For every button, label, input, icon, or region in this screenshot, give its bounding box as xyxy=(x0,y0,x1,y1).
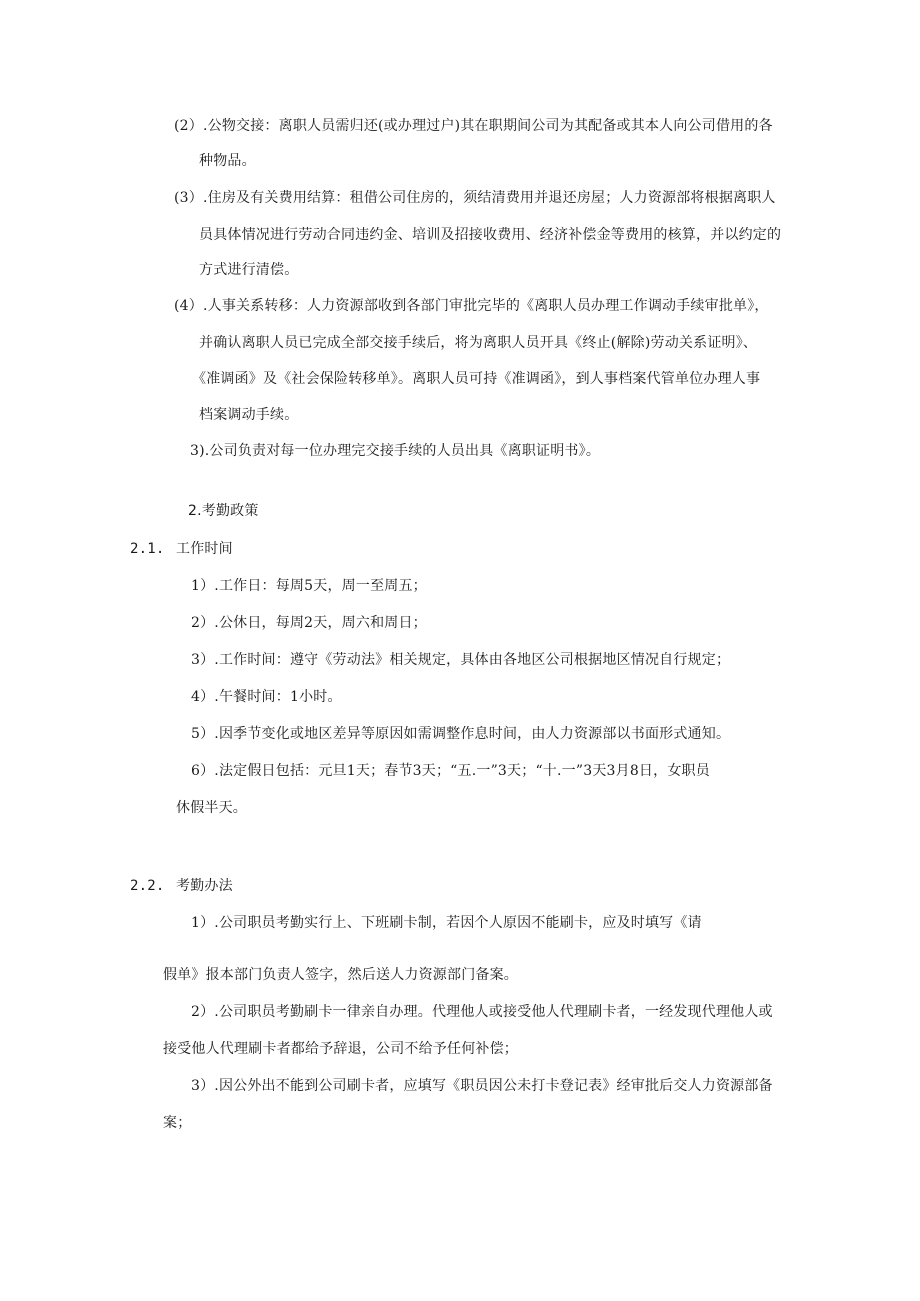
item-housing-settlement-line1: (3）.住房及有关费用结算：租借公司住房的，须结清费用并退还房屋；人力资源部将根据离职人 xyxy=(174,190,776,206)
item-hr-transfer-line2: 并确认离职人员已完成全部交接手续后，将为离职人员开具《终止(解除)劳动关系证明》、 xyxy=(199,335,758,351)
attendance-item-1-line2: 假单》报本部门负责人签字，然后送人力资源部门备案。 xyxy=(163,967,518,983)
work-hours-item-6-line2: 休假半天。 xyxy=(176,800,247,816)
work-hours-item-1: 1）.工作日：每周5天，周一至周五； xyxy=(191,578,427,594)
work-hours-item-5: 5）.因季节变化或地区差异等原因如需调整作息时间，由人力资源部以书面形式通知。 xyxy=(191,726,731,742)
attendance-item-1-line1: 1）.公司职员考勤实行上、下班刷卡制，若因个人原因不能刷卡，应及时填写《请 xyxy=(191,915,702,931)
attendance-item-3-line1: 3）.因公外出不能到公司刷卡者，应填写《职员因公未打卡登记表》经审批后交人力资源部备 xyxy=(191,1078,773,1094)
attendance-item-2-line1: 2）.公司职员考勤刷卡一律亲自办理。代理他人或接受他人代理刷卡者，一经发现代理他人或 xyxy=(191,1004,773,1020)
work-hours-item-3: 3）.工作时间：遵守《劳动法》相关规定，具体由各地区公司根据地区情况自行规定； xyxy=(191,652,731,668)
item-hr-transfer-line4: 档案调动手续。 xyxy=(199,407,299,423)
attendance-item-3-line2: 案； xyxy=(163,1115,192,1131)
subsection-number-2-2: 2.2. xyxy=(130,878,165,894)
section-heading-attendance-policy: 2.考勤政策 xyxy=(188,503,259,519)
work-hours-item-4: 4）.午餐时间：1小时。 xyxy=(191,689,342,705)
item-property-handover-line1: (2）.公物交接：离职人员需归还(或办理过户)其在职期间公司为其配备或其本人向公司借用的各 xyxy=(174,118,773,134)
subsection-title-work-hours: 工作时间 xyxy=(176,541,233,557)
work-hours-item-6-line1: 6）.法定假日包括：元旦1天；春节3天；“五.一”3天；“十.一”3天3月8日，女职员 xyxy=(191,763,710,779)
subsection-number-2-1: 2.1. xyxy=(130,541,165,557)
item-housing-settlement-line2: 员具体情况进行劳动合同违约金、培训及招接收费用、经济补偿金等费用的核算，并以约定的 xyxy=(199,227,782,243)
item-hr-transfer-line3: 《准调函》及《社会保险转移单》。离职人员可持《准调函》，到人事档案代管单位办理人事 xyxy=(192,371,761,387)
work-hours-item-2: 2）.公休日，每周2天，周六和周日； xyxy=(191,615,427,631)
attendance-item-2-line2: 接受他人代理刷卡者都给予辞退，公司不给予任何补偿； xyxy=(163,1041,518,1057)
item-property-handover-line2: 种物品。 xyxy=(199,153,256,169)
item-hr-transfer-line1: (4）.人事关系转移：人力资源部收到各部门审批完毕的《离职人员办理工作调动手续审批单》， xyxy=(174,298,769,314)
item-resignation-certificate: 3).公司负责对每一位办理完交接手续的人员出具《离职证明书》。 xyxy=(190,443,601,459)
item-housing-settlement-line3: 方式进行清偿。 xyxy=(199,262,299,278)
subsection-title-attendance-method: 考勤办法 xyxy=(176,878,233,894)
